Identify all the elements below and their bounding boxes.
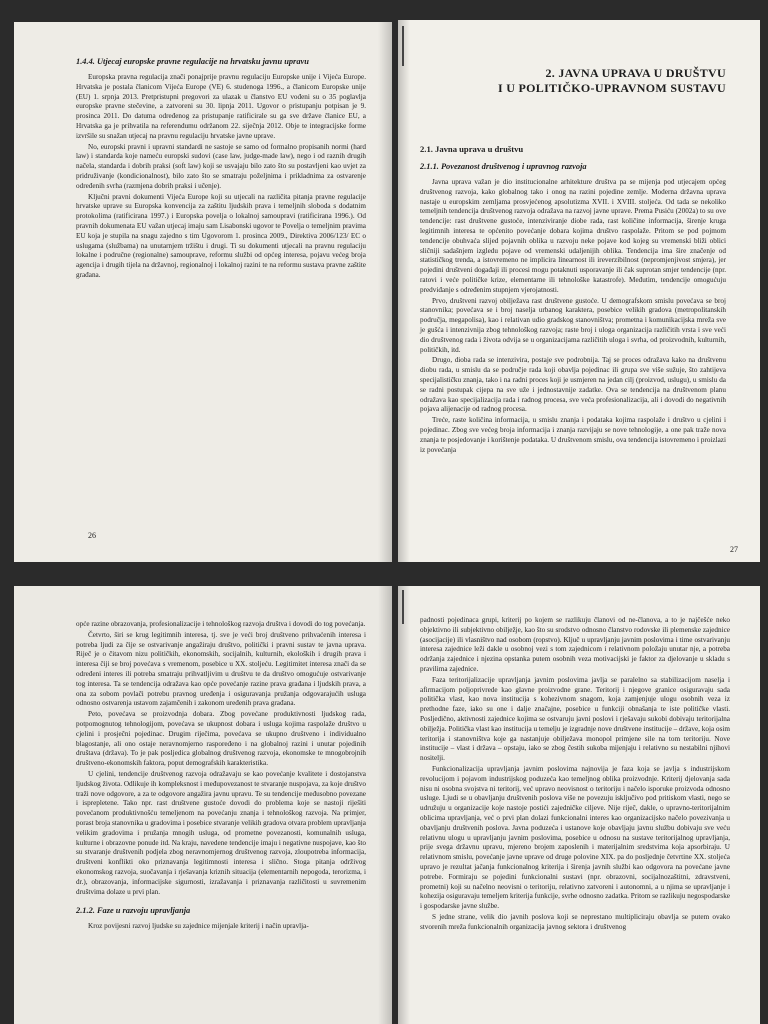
paragraph: No, europski pravni i upravni standardi ne sastoje se samo od formalno propisanih normi (hard law) i standarda koje nameću europski sudovi (case law, judge-made law), nego i od raznih drugih načela, standarda i dobrih praksi (soft law) koji se usvajaju bilo zato što su postavljeni kao uvjet za pridruživanje (kondicionalnost), bilo zato što se smatraju poželjnima i prikladnima za ostvarenje određenih svrha (razmjena dobrih praksi i učenje).: [76, 142, 366, 190]
page-number: 26: [88, 531, 96, 540]
paragraph: Faza teritorijalizacije upravljanja javnim poslovima javlja se paralelno sa stabilizacijom naselja i afirmacijom poljoprivrede kao glavne proizvodne grane. Teritorij i njegove granice osiguravaju sada politička vlast, kao nova institucija s kohezivnom snagom, koja zamjenjuje ulogu osobnih veza iz prethodne faze, iako su one i dalje značajne, posebice u funkciji obnašanja te iste političke vlasti. Posljedično, aktivnosti zajednice kojima se ostvaruju javni poslovi i rješavaju sukobi dobivaju teritorijalna obilježja. Politička vlast kao institucija u temelju je izgradnje nove društvene institucije – države, koja osim teritorija i stanovništva koje ga nastanjuje obilježava monopol primjene sile na tom teritoriju. Nove institucije – vlast i država – opstaju, iako se zbog čestih sukoba mijenjaju i relativno su nestabilni njihovi nositelji.: [420, 675, 730, 763]
subsection-heading: 2.1.1. Povezanost društvenog i upravnog razvoja: [420, 162, 587, 171]
page-28-text: [76, 620, 366, 932]
paragraph: Drugo, dioba rada se intenzivira, postaje sve podrobnija. Taj se proces odražava kako na društvenu diobu rada, u smislu da se područje rada koji obavlja pojedinac ili grupa sve više sužuje, što zahtijeva specijalističku znanja, tako i na radni proces koji je usmjeren na jedan cilj (proizvod, uslugu), u smislu da se radni postupak cijepa na sve uže i jednostavnije zadatke. Ova se tendencija na društvenom planu odražava kao specijalizacija rada i radnog procesa, sve veća profesionalizacija, ali i dovodi do negativnih pojava alijenacije od radnog procesa.: [420, 356, 726, 414]
paragraph: opće razine obrazovanja, profesionalizacije i tehnološkog razvoja društva i dovodi do tog povećanja.: [76, 620, 366, 628]
paragraph: Prvo, društveni razvoj obilježava rast društvene gustoće. U demografskom smislu povećava se broj stanovnika; povećava se i broj naselja urbanog karaktera, posebice velikih gradova (metropolitanskih područja, megapolisa), kao i relativan udio gradskog stanovništva; prometna i komunikacijska mreža sve je gušća i intenzivnija zbog tehnološkog razvoja; raste broj i uloga organizacija različitih vrsta i sve veći dio društvenog rada i života odvija se u organizacijama različitih uloga i svrha, od proizvodnih, kulturnih, političkih, itd.: [420, 296, 726, 354]
paragraph: Europska pravna regulacija znači ponajprije pravnu regulaciju Europske unije i Vijeća Europe. Hrvatska je postala članicom Vijeća Europe (VE) 6. studenoga 1996., a članicom Europske unije (EU) 1. srpnja 2013. Pretpristupni pregovori za ulazak u članstvo EU vođeni su o 35 poglavlja europske pravne stečevine, a zatvoreni su 30. lipnja 2011. Ugovor o pristupanju potpisan je 9. prosinca 2011. Do datuma određenog za pristupanje ratificirale su ga sve države članice EU, a Hrvatska ga je prihvatila na referendumu održanom 22. siječnja 2012. Obje te integracijske forme izvršile su snažan utjecaj na pravnu regulaciju hrvatske javne uprave.: [76, 73, 366, 140]
page-29-text: [420, 616, 730, 933]
page-26: [14, 22, 392, 562]
page-gutter-shadow: [378, 22, 392, 562]
page-26-text: [76, 56, 366, 281]
page-28: [14, 586, 392, 1024]
paragraph: Treće, raste količina informacija, u smislu znanja i podataka kojima raspolaže i društvo u cjelini i pojedinac. Zbog sve većeg broja informacija i znanja razvijaju se nove tehnologije, a one pak traže nova znanja te posjedovanje i korištenje podataka. U društvenom smislu, ova tendencija istovremeno i proizlazi iz povećanja: [420, 416, 726, 454]
paragraph: Funkcionalizacija upravljanja javnim poslovima najnovija je faza koja se javlja s industrijskom revolucijom i pojavom industrijskog poduzeća kao temeljnog oblika proizvodnje. Kriterij djelovanja sada nisu ni osobna svojstva ni teritorij, već upravo neovisnost o teritoriju i načelo isporuke proizvoda odnosno usluge. Ljudi se u obavljanju društvenih poslova više ne povezuju isključivo pod pritiskom vlasti, nego se udružuju u organizacije koje nastoje postići zajedničke ciljeve. Nije riječ, dakle, o upravno-teritorijalnim oblicima upravljanja, već o prvi plan dolazi funkcionalni interes kao organizacijsko načelo povezivanja u obavljanju društvenih poslova. Javna poduzeća i ustanove koje obavljaju javnu službu dobivaju sve veću relativnu ulogu u upravljanju javnim poslovima, posebice u odnosu na sustave teritorijalnog upravljanja, prije svega državnu upravu, mjereno brojem zaposlenih i materijalnim sredstvima koja apsorbiraju. U relativnom smislu, povećanje javne uprave od druge polovine XIX. pa do posljednje četvrtine XX. stoljeća upravo je rezultat jačanja funkcionalnog kriterija i širenja javnih službi kao odgovora na povećane javne potrebe. Formiraju se pojedini funkcionalni sustavi (npr. obrazovni, socijalnozaštitni, zdravstveni, prometni) koji su načelno neovisni o teritoriju, relativno zatvoreni i autonomni, a u njima se upravljanje i kohezija osiguravaju temeljem kriterija funkcije, svrhe odnosno zadatka. Pritom se razlikuju negospodarske i gospodarske javne službe.: [420, 764, 730, 911]
paragraph: Ključni pravni dokumenti Vijeća Europe koji su utjecali na različita pitanja pravne regulacije hrvatske uprave su Europska konvencija za zaštitu ljudskih prava i temeljnih sloboda s dodatnim protokolima (ratificirana 1997.) i Europska povelja o lokalnoj samoupravi (ratificirana 1996.). Od pravnih dokumenata EU važan utjecaj imaju sam Lisabonski ugovor te Povelja o temeljnim pravima EU koja je stupila na snagu zajedno s tim Ugovorom 1. prosinca 2009., Direktiva 2006/123/ EC o uslugama (službama) na unutarnjem tržištu i drugi. Ti su dokumenti utjecali na pravnu regulaciju lokalne i područne (regionalne) samouprave, reformu službi od općeg interesa, pojavu većeg broja agencija i drugih tijela na državnoj, regionalnoj i lokalnoj razini te na reformu sustava pravne zaštite građana.: [76, 192, 366, 279]
subsection-heading: 2.1.2. Faze u razvoju upravljanja: [76, 906, 191, 916]
paragraph: padnosti pojedinaca grupi, kriterij po kojem se razlikuju članovi od ne-članova, a to je najčešće neko objektivno ili subjektivno obilježje, kao što su srodstvo odnosno članstvo rodovske ili plemenske zajednice (asocijacije) ili vlasništvo nad osobom (ropstvo). Ključ u upravljanju javnim poslovima i time ostvarivanju interesa zajednice leži dakle u osobnoj vezi s tom zajednicom i relativnom položaju unutar nje, a potreba održanja zajednice i njezina opstanka putem osobnih veza motivacijski je faktor za djelovanje u skladu s pravilima zajednice.: [420, 616, 730, 673]
paragraph: U cjelini, tendencije društvenog razvoja odražavaju se kao povećanje kvalitete i dostojanstva ljudskog života. Odlikuje ih kompleksnost i međupovezanost te stvaranje nuspojava, za koje društvo traži nove odgovore, a za te odgovore angažira javnu upravu. Te su tendencije međusobno povezane i isprepletene. Tako npr. rast društvene gustoće dovodi do problema koje se nastoji riješiti povećanom produktivnošću temeljenom na povećanju znanja i tehnološkog razvoja. Na primjer, porast broja stanovnika u gradovima i posebice stvaranje velikih gradova otvara problem upravljanja velikim gradovima i pružanja mnogih usluga, od prometne povezanosti, komunalnih usluga, kulturne i obrazovne ponude itd. Na kraju, navedene tendencije imaju i negativne nuspojave, kao što su stvaranje društvenih podjela zbog neravnomjernog društvenog razvoja, zloupotreba informacija, društveni konflikti oko priznavanja legitimnosti interesa i slično. Stoga pitanja održivog ekonomskog razvoja, suočavanja i rješavanja kriznih situacija (elementarnih nepogoda, terorizma, i dr.), obrazovanja, informacijske sigurnosti, izražavanja i priznavanja različitosti u suvremenim društvima dolaze u prvi plan.: [76, 769, 366, 896]
paragraph: Četvrto, širi se krug legitimnih interesa, tj. sve je veći broj društveno prihvaćenih interesa i potreba ljudi za čije se ostvarivanje angažiraju društvo, politički i pravni sustav te javna uprava. Riječ je o čitavom nizu političkih, ekonomskih, socijalnih, kulturnih, ekoloških i drugih prava i interesa čiji se broj povećava s vremenom, posebice u XX. stoljeću. Legitimitet interesa znači da se određeni interes ili potreba smatraju prihvatljivim u društvu te da društvo omogućuje ostvarivanje tog interesa. Ta se tendencija odražava kao opće povećanje razine prava građana i ljudskih prava, a ona za sobom povlači potrebu pravnog uređenja i osiguravanja pružanja odgovarajućih usluga odnosno ostvarenja ustavom zajamčenih i zakonom uređenih prava građana.: [76, 630, 366, 708]
section-heading: 2.1. Javna uprava u društvu: [420, 144, 524, 154]
paragraph: Kroz povijesni razvoj ljudske su zajednice mijenjale kriterij i način upravlja-: [88, 922, 309, 931]
paragraph: Javna uprava važan je dio institucionalne arhitekture društva pa se mijenja pod utjecajem općeg društvenog razvoja, kako globalnog tako i onog na razini pojedine zemlje. Moderna državna uprava nastaje u europskim zemljama prosvjećenog apsolutizma XVII. i XVIII. stoljeća. Od tada se nekoliko temeljnih tendencija društvenog razvoja odražava na razvoj javne uprave. Prema Pusiću (2002a) to su ove tendencije: rast društvene gustoće, intenziviranje diobe rada, rast količine informacija, širenje kruga legitimnih interesa te općenito povećanje dobara kojima društvo raspolaže. Pritom se pod pojmom tendencije obuhvaća slijed pojavnih oblika u razvoju neke pojave kod kojeg su vremenski bliži oblici sličniji sadašnjem izgledu pojave od vremenski udaljenijih oblika. Tendencija ima šire značenje od statističkog trenda, a istovremeno ne implicira linearnost ili ireverzibilnost (nepromjenjivost smjera), jer pojedini društveni događaji ili procesi mogu potaknuti usporavanje ili čak suprotan smjer tendencije (npr. ratovi i veće političke krize, elementarne ili tehnološke katastrofe). Međutim, tendencije omogućuju predviđanje s određenim stupnjem vjerojatnosti.: [420, 178, 726, 294]
page-gutter-shadow: [378, 586, 392, 1024]
chapter-title: [476, 66, 726, 96]
binding-edge-mark: [402, 590, 404, 624]
page-gutter-shadow: [398, 586, 410, 1024]
page-gutter-shadow: [398, 20, 410, 562]
paragraph: S jedne strane, velik dio javnih poslova koji se neprestano multipliciraju obavlja se putem ovako stvorenih mreža funkcionalnih organizacija javnog sektora i društvenog: [420, 912, 730, 931]
page-29: [398, 586, 760, 1024]
chapter-title-line: 2. JAVNA UPRAVA U DRUŠTVU: [545, 66, 726, 80]
binding-edge-mark: [402, 26, 404, 66]
paragraph: Peto, povećava se proizvodnja dobara. Zbog povećane produktivnosti ljudskog rada, potpomognutog tehnologijom, povećava se ukupnost dobara i usluga kojima raspolaže društvo u cjelini i prosječni pojedinac. Drugim riječima, povećava se ukupno društveno i individualno blagostanje, ali ono ostaje neravnomjerno raspoređeno i na globalnoj razini i unutar pojedinih društava (država). To je pak posljedica globalnog društvenog razvoja, ekonomske te mnogobrojnih društveno-ekonomskih faktora, poput demografskih karakteristika.: [76, 710, 366, 768]
chapter-title-line: I U POLITIČKO-UPRAVNOM SUSTAVU: [497, 81, 726, 95]
section-heading: 1.4.4. Utjecaj europske pravne regulacije na hrvatsku javnu upravu: [76, 57, 309, 66]
page-27: [398, 20, 760, 562]
page-27-text: [420, 144, 726, 455]
page-number: 27: [730, 545, 738, 554]
